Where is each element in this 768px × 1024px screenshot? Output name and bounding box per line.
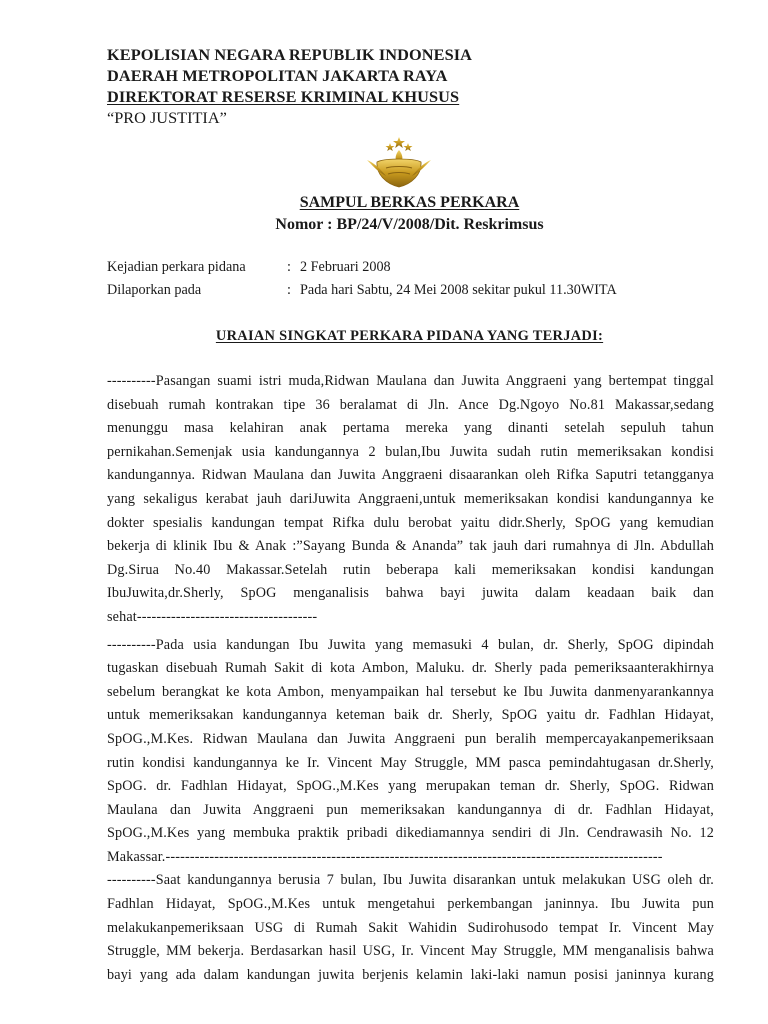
cover-title: SAMPUL BERKAS PERKARA xyxy=(299,194,520,211)
letterhead-line-1: KEPOLISIAN NEGARA REPUBLIK INDONESIA xyxy=(107,45,473,64)
paragraph-line: Fadhlan Hidayat, SpOG.,M.Kes untuk mengetahui perkembangan janinnya. Ibu Juwita pun xyxy=(107,896,714,913)
field-value: Pada hari Sabtu, 24 Mei 2008 sekitar pukul 11.30WITA xyxy=(300,282,617,298)
paragraph-line: ----------Saat kandungannya berusia 7 bulan, Ibu Juwita disarankan untuk melakukan USG oleh dr. xyxy=(107,872,714,889)
paragraph-line: Struggle, MM bekerja. Berdasarkan hasil USG, Ir. Vincent May Struggle, MM menganalisis bahwa xyxy=(107,943,714,960)
section-title: URAIAN SINGKAT PERKARA PIDANA YANG TERJADI: xyxy=(215,328,604,344)
paragraph-line: IbuJuwita,dr.Sherly, SpOG menganalisis bahwa bayi juwita dalam keadaan baik dan xyxy=(107,585,714,602)
paragraph-line: kandungannya. Ridwan Maulana dan Juwita Anggraeni disaarankan oleh Rifka Saputri tetangganya xyxy=(107,467,714,484)
paragraph-line: rutin kondisi kandungannya ke Ir. Vincent May Struggle, MM pasca pemindahtugasan dr.Sherly, xyxy=(107,754,714,771)
cover-title-block xyxy=(0,192,768,236)
paragraph-line: pernikahan.Semenjak usia kandungannya 2 bulan,Ibu Juwita sudah rutin memeriksakan kondisi xyxy=(107,443,714,460)
paragraph-line: bekerja di klinik Ibu & Anak :”Sayang Bunda & Ananda” tak jauh dari rumahnya di Jln. Abdullah xyxy=(107,538,714,555)
field-label: Dilaporkan pada xyxy=(107,282,202,298)
paragraph-line: bayi yang ada dalam kandungan juwita berjenis kelamin laki-laki namun posisi janinnya kurang xyxy=(107,966,714,983)
paragraph-line: Maulana dan Juwita Anggraeni pun memeriksakan kandungannya di dr. Fadhlan Hidayat, xyxy=(107,801,714,818)
paragraph-line: disebuah rumah kontrakan tipe 36 beralamat di Jln. Ance Dg.Ngoyo No.81 Makassar,sedang xyxy=(107,396,714,413)
case-info-fields xyxy=(107,256,727,302)
paragraph-line: tugaskan disebuah Rumah Sakit di kota Ambon, Maluku. dr. Sherly pada pemeriksaanterakhirnya xyxy=(107,660,714,677)
paragraph-line: ----------Pasangan suami istri muda,Ridwan Maulana dan Juwita Anggraeni yang bertempat tinggal xyxy=(107,373,714,389)
paragraph-line: Dg.Sirua No.40 Makassar.Setelah rutin beberapa kali memeriksakan kondisi kandungan xyxy=(107,561,714,578)
field-incident-date xyxy=(107,256,727,279)
field-reported-on xyxy=(107,279,727,302)
field-label: Kejadian perkara pidana xyxy=(107,259,246,275)
paragraph-line: melakukanpemeriksaan USG di Rumah Sakit Wahidin Sudirohusodo tempat Ir. Vincent May xyxy=(107,919,714,936)
field-value: 2 Februari 2008 xyxy=(300,259,391,275)
paragraph-line: SpOG.,M.Kes. Ridwan Maulana dan Juwita Anggraeni pun beralih mempercayakanpemeriksaan xyxy=(107,730,714,747)
case-description xyxy=(107,370,714,987)
paragraph-line: untuk memeriksakan kandungannya keteman baik dr. Sherly, SpOG yaitu dr. Fadhlan Hidayat, xyxy=(107,707,714,724)
paragraph-line: menunggu masa kelahiran anak pertama mereka yang dinanti setelah sepuluh tahun xyxy=(107,420,714,437)
letterhead-line-3: DIREKTORAT RESERSE KRIMINAL KHUSUS xyxy=(107,87,460,106)
case-number: Nomor : BP/24/V/2008/Dit. Reskrimsus xyxy=(275,216,544,233)
paragraph-line: sebelum berangkat ke kota Ambon, menyampaikan hal tersebut ke Ibu Juwita danmenyarankannya xyxy=(107,683,714,700)
letterhead-line-2: DAERAH METROPOLITAN JAKARTA RAYA xyxy=(107,66,448,85)
letterhead-motto: “PRO JUSTITIA” xyxy=(107,108,227,127)
paragraph xyxy=(107,869,714,987)
police-emblem-icon xyxy=(364,136,434,188)
letterhead xyxy=(107,44,472,128)
paragraph xyxy=(107,634,714,870)
paragraph-line: sehat------------------------------------- xyxy=(107,608,318,625)
paragraph-line: ----------Pada usia kandungan Ibu Juwita yang memasuki 4 bulan, dr. Sherly, SpOG dipindah xyxy=(107,636,714,653)
paragraph-line: Makassar.------------------------------------------------------------------------------------------------------ xyxy=(107,848,663,865)
paragraph-line: SpOG. dr. Fadhlan Hidayat, SpOG.,M.Kes yang merupakan teman dr. Sherly, SpOG. Ridwan xyxy=(107,778,714,795)
field-separator: : xyxy=(287,259,291,275)
paragraph-line: SpOG.,M.Kes yang membuka praktik pribadi dikediamannya sendiri di Jln. Cendrawasih No. 12 xyxy=(107,825,714,842)
paragraph-line: yang sekaligus kerabat jauh dariJuwita Anggraeni,untuk memeriksakan kondisi kandungannya ke xyxy=(107,490,714,507)
paragraph xyxy=(107,370,714,630)
field-separator: : xyxy=(287,282,291,298)
paragraph-line: dokter spesialis kandungan tempat Rifka dulu berobat yaitu didr.Sherly, SpOG yang kemudian xyxy=(107,514,714,531)
